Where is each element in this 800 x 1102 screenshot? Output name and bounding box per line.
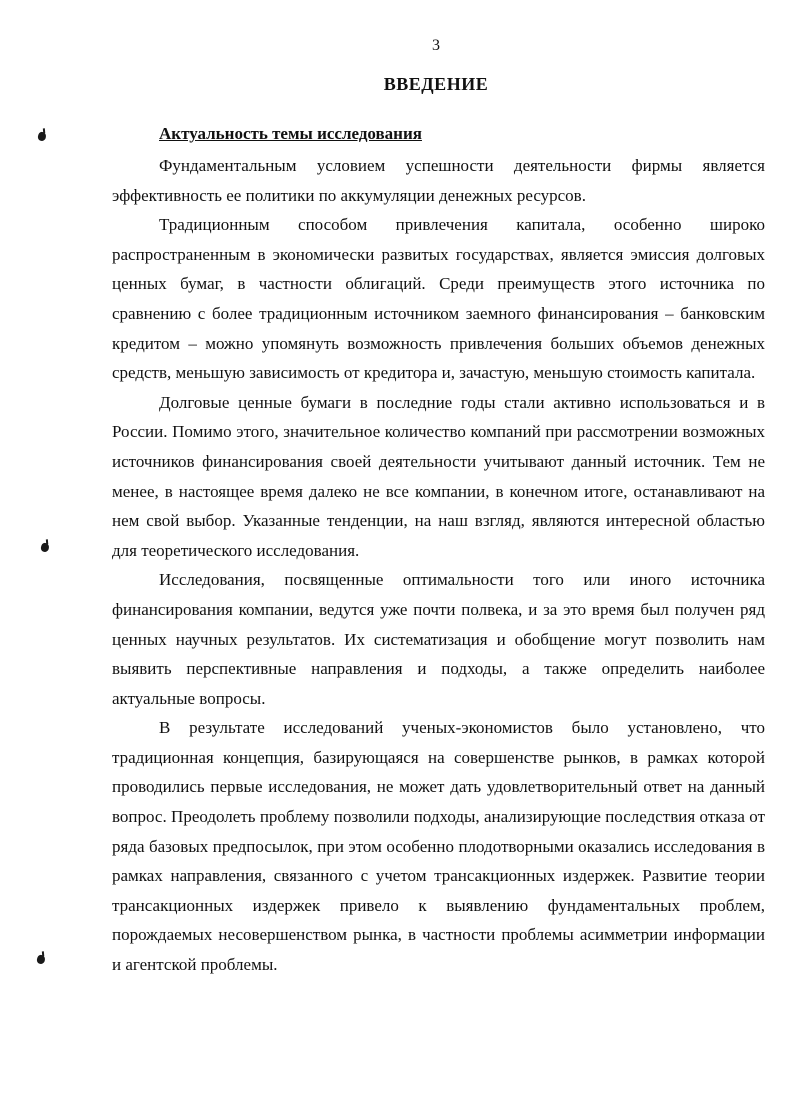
body-text	[112, 151, 765, 980]
page-number: 3	[432, 37, 440, 54]
paragraph: Фундаментальным условием успешности деятельности фирмы является эффективность ее политики по аккумуляции денежных ресурсов.	[112, 156, 765, 205]
margin-mark-icon	[37, 131, 48, 142]
paragraph: В результате исследований ученых-экономистов было установлено, что традиционная концепция, базирующаяся на совершенстве рынков, в рамках которой проводились первые исследования, не может дать удовлетворительный ответ на данный вопрос. Преодолеть проблему позволили подходы, анализирующие последствия отказа от ряда базовых предпосылок, при этом особенно плодотворными оказались исследования в рамках направления, связанного с учетом трансакционных издержек. Развитие теории трансакционных издержек привело к выявлению фундаментальных проблем, порождаемых несовершенством рынка, в частности проблемы асимметрии информации и агентской проблемы.	[112, 718, 765, 975]
paragraph: Долговые ценные бумаги в последние годы стали активно использоваться и в России. Помимо этого, значительное количество компаний при рассмотрении возможных источников финансирования своей деятельности учитывают данный источник. Тем не менее, в настоящее время далеко не все компании, в конечном итоге, останавливают на нем свой выбор. Указанные тенденции, на наш взгляд, являются интересной областью для теоретического исследования.	[112, 392, 765, 560]
margin-mark-icon	[36, 954, 47, 965]
paragraph: Традиционным способом привлечения капитала, особенно широко распространенным в экономически развитых государствах, является эмиссия долговых ценных бумаг, в частности облигаций. Среди преимуществ этого источника по сравнению с более традиционным источником заемного финансирования – банковским кредитом – можно упомянуть возможность привлечения больших объемов денежных средств, меньшую зависимость от кредитора и, зачастую, меньшую стоимость капитала.	[112, 215, 765, 383]
margin-mark-icon	[40, 542, 51, 553]
section-heading: Актуальность темы исследования	[159, 124, 422, 143]
paragraph: Исследования, посвященные оптимальности того или иного источника финансирования компании, ведутся уже почти полвека, и за это время был получен ряд ценных научных результатов. Их систематизация и обобщение могут позволить нам выявить перспективные направления и подходы, а также определить наиболее актуальные вопросы.	[112, 570, 765, 708]
page-title: ВВЕДЕНИЕ	[383, 74, 489, 94]
